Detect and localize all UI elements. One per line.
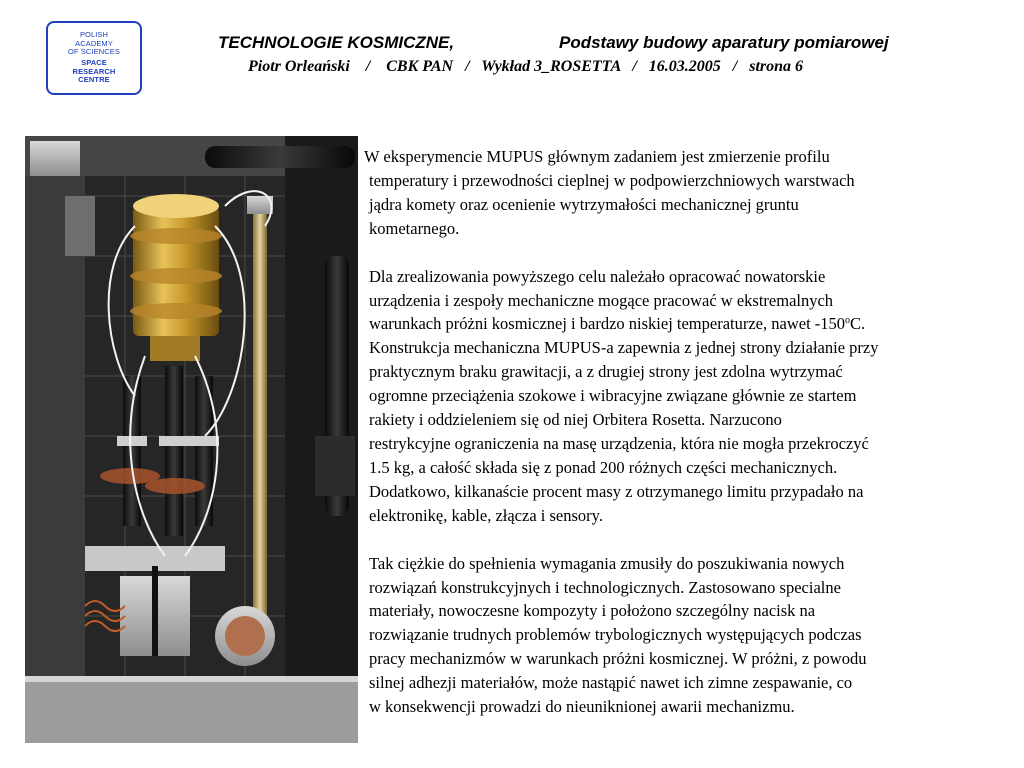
logo-line: RESEARCH bbox=[72, 66, 116, 76]
paragraph-solutions: Tak ciężkie do spełnienia wymagania zmusiły do poszukiwania nowych rozwiązań konstrukcyjnych i technologicznych. Zastosowano specialne materiały, nowoczesne kompozyty i położono szczególny nacisk na rozwiązanie trudnych problemów trybologicznych występujących podczas pracy mechanizmów w warunkach próżni kosmicznej. W próżni, z powodu silnej adhezji materiałów, może nastąpić nawet ich zimne zespawanie, co w konsekwencji prowadzi do nieuniknionej awarii mechanizmu. bbox=[369, 553, 867, 717]
paragraph-requirements-text-cont: C. Konstrukcja mechaniczna MUPUS-a zapewnia z jednej strony działanie przy praktycznym braku grawitacji, a z drugiej strony jest zdolna wytrzymać ogromne przeciążenia szokowe i wibracyjne związane głównie ze startem rakiety i oddzieleniem się od niej Orbitera Rosetta. Narzucono restrykcyjne ograniczenia na masę urządzenia, która nie mogła przekroczyć 1.5 kg, a całość składa się z ponad 200 różnych części mechanicznych. Dodatkowo, kilkanaście procent masy z otrzymanego limitu przypadało na elektronikę, kable, złącza i sensory. bbox=[369, 314, 879, 525]
mupus-instrument-photo bbox=[25, 136, 358, 743]
paragraph-requirements-text: Dla zrealizowania powyższego celu należało opracować nowatorskie urządzenia i zespoły mechaniczne mogące pracować w ekstremalnych warunkach próżni kosmicznej i bardzo niskiej temperaturze, nawet -150 bbox=[369, 266, 846, 334]
logo-line: ACADEMY bbox=[75, 38, 113, 48]
paragraph-objective: W eksperymencie MUPUS głównym zadaniem jest zmierzenie profilu temperatury i przewodności cieplnej w podpowierzchniowych warstwach jądra komety oraz ocenienie wytrzymałości mechanicznej gruntu kometarnego. bbox=[364, 147, 855, 238]
page-header-subtitle: Piotr Orleański / CBK PAN / Wykład 3_ROSETTA / 16.03.2005 / strona 6 bbox=[248, 58, 804, 75]
logo-line: OF SCIENCES bbox=[68, 47, 120, 57]
paragraph-requirements bbox=[369, 265, 994, 528]
lecture-topic: Podstawy budowy aparatury pomiarowej bbox=[559, 33, 889, 52]
course-title: TECHNOLOGIE KOSMICZNE, bbox=[218, 33, 455, 52]
page-header-title bbox=[218, 33, 978, 55]
polish-academy-logo bbox=[46, 21, 142, 95]
logo-line: SPACE bbox=[81, 58, 107, 67]
degree-superscript: o bbox=[845, 315, 851, 327]
body-text bbox=[364, 145, 994, 743]
logo-line: POLISH bbox=[79, 30, 109, 40]
logo-line: CENTRE bbox=[78, 75, 110, 85]
